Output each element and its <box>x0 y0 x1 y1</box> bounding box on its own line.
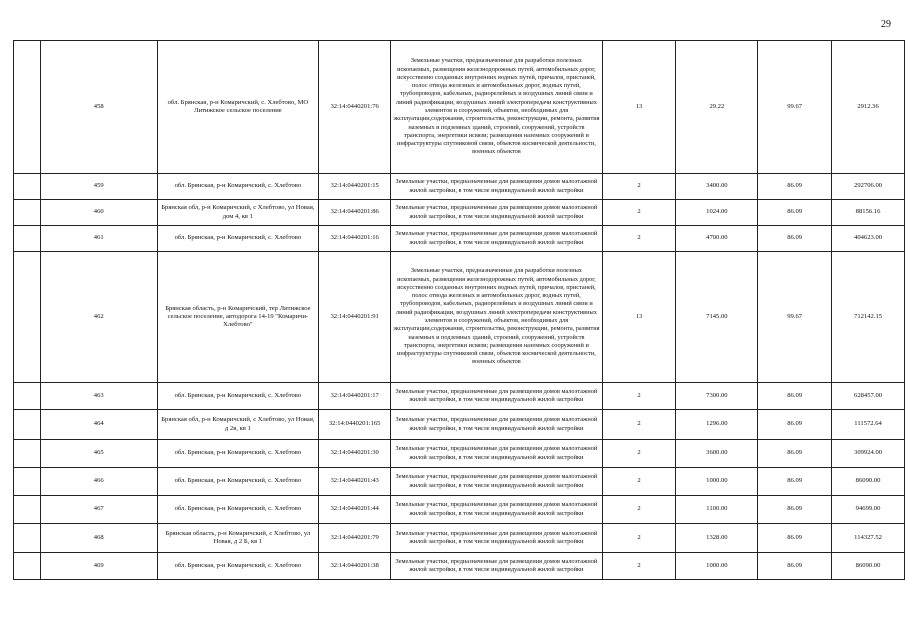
cadastral-number-cell: 32:14:0440201:79 <box>319 524 391 553</box>
row-number: 462 <box>40 252 157 383</box>
row-spacer-cell <box>14 553 41 580</box>
row-number: 468 <box>40 524 157 553</box>
area-cell: 7145.00 <box>676 252 758 383</box>
use-code-cell: 2 <box>602 468 676 496</box>
row-spacer-cell <box>14 496 41 524</box>
use-code-cell: 2 <box>602 440 676 468</box>
area-cell: 3400.00 <box>676 174 758 200</box>
table-row <box>14 200 905 226</box>
use-code-cell: 2 <box>602 226 676 252</box>
address-cell: Брянская обл, р-н Комаричский, с Хлебтово, ул Новая, д 2в, кв 1 <box>157 410 319 440</box>
row-number: 465 <box>40 440 157 468</box>
row-spacer-cell <box>14 410 41 440</box>
land-use-cell: Земельные участки, предназначенные для размещения домов малоэтажной жилой застройки, в том числе индивидуальной жилой застройки <box>391 383 603 410</box>
area-cell: 3600.00 <box>676 440 758 468</box>
cadastral-value-cell: 628457.00 <box>832 383 905 410</box>
table-row <box>14 496 905 524</box>
cadastral-value-cell: 2912.36 <box>832 41 905 174</box>
cadastral-number-cell: 32:14:0440201:16 <box>319 226 391 252</box>
row-number: 458 <box>40 41 157 174</box>
address-cell: обл. Брянская, р-н Комаричский, с. Хлебтово <box>157 440 319 468</box>
land-registry-table <box>13 40 905 580</box>
land-use-cell: Земельные участки, предназначенные для размещения домов малоэтажной жилой застройки, в том числе индивидуальной жилой застройки <box>391 226 603 252</box>
land-use-cell: Земельные участки, предназначенные для размещения домов малоэтажной жилой застройки, в том числе индивидуальной жилой застройки <box>391 468 603 496</box>
land-use-cell: Земельные участки, предназначенные для размещения домов малоэтажной жилой застройки, в том числе индивидуальной жилой застройки <box>391 524 603 553</box>
row-spacer-cell <box>14 174 41 200</box>
table-row <box>14 41 905 174</box>
area-cell: 1328.00 <box>676 524 758 553</box>
table-row <box>14 553 905 580</box>
land-use-cell: Земельные участки, предназначенные для размещения домов малоэтажной жилой застройки, в том числе индивидуальной жилой застройки <box>391 410 603 440</box>
table-row <box>14 524 905 553</box>
row-number: 461 <box>40 226 157 252</box>
area-cell: 1000.00 <box>676 553 758 580</box>
area-cell: 1296.00 <box>676 410 758 440</box>
cadastral-value-cell: 309924.00 <box>832 440 905 468</box>
area-cell: 1000.00 <box>676 468 758 496</box>
row-spacer-cell <box>14 226 41 252</box>
cadastral-value-cell: 86090.00 <box>832 553 905 580</box>
area-cell: 29.22 <box>676 41 758 174</box>
row-number: 466 <box>40 468 157 496</box>
area-cell: 1100.00 <box>676 496 758 524</box>
row-spacer-cell <box>14 252 41 383</box>
cadastral-value-cell: 88156.16 <box>832 200 905 226</box>
use-code-cell: 13 <box>602 41 676 174</box>
use-code-cell: 2 <box>602 383 676 410</box>
address-cell: Брянская область, р-н Комаричский, с Хлебтово, ул Новая, д 2 Б, кв 1 <box>157 524 319 553</box>
land-use-cell: Земельные участки, предназначенные для размещения домов малоэтажной жилой застройки, в том числе индивидуальной жилой застройки <box>391 440 603 468</box>
cadastral-number-cell: 32:14:0440201:165 <box>319 410 391 440</box>
table-row <box>14 410 905 440</box>
row-spacer-cell <box>14 41 41 174</box>
address-cell: обл. Брянская, р-н Комаричский, с. Хлебтово <box>157 468 319 496</box>
row-spacer-cell <box>14 440 41 468</box>
row-spacer-cell <box>14 524 41 553</box>
rate-cell: 86.09 <box>758 440 832 468</box>
area-cell: 1024.00 <box>676 200 758 226</box>
table-row <box>14 226 905 252</box>
cadastral-value-cell: 712142.15 <box>832 252 905 383</box>
table-row <box>14 383 905 410</box>
land-use-cell: Земельные участки, предназначенные для размещения домов малоэтажной жилой застройки, в том числе индивидуальной жилой застройки <box>391 174 603 200</box>
row-number: 460 <box>40 200 157 226</box>
cadastral-value-cell: 404623.00 <box>832 226 905 252</box>
use-code-cell: 2 <box>602 496 676 524</box>
address-cell: Брянская обл, р-н Комаричский, с Хлебтово, ул Новая, дом 4, кв 1 <box>157 200 319 226</box>
table-row <box>14 252 905 383</box>
address-cell: обл. Брянская, р-н Комаричский, с. Хлебтово <box>157 226 319 252</box>
row-spacer-cell <box>14 468 41 496</box>
cadastral-number-cell: 32:14:0440201:43 <box>319 468 391 496</box>
row-number: 464 <box>40 410 157 440</box>
use-code-cell: 2 <box>602 174 676 200</box>
cadastral-number-cell: 32:14:0440201:91 <box>319 252 391 383</box>
use-code-cell: 2 <box>602 410 676 440</box>
cadastral-number-cell: 32:14:0440201:86 <box>319 200 391 226</box>
address-cell: Брянская область, р-н Комаричский, тер Литижское сельское поселение, автодорога 14-19 "Комаричи-Хлебтово" <box>157 252 319 383</box>
cadastral-number-cell: 32:14:0440201:76 <box>319 41 391 174</box>
cadastral-value-cell: 86090.00 <box>832 468 905 496</box>
row-number: 463 <box>40 383 157 410</box>
cadastral-number-cell: 32:14:0440201:38 <box>319 553 391 580</box>
rate-cell: 86.09 <box>758 200 832 226</box>
cadastral-number-cell: 32:14:0440201:44 <box>319 496 391 524</box>
page-number: 29 <box>881 19 891 30</box>
row-number: 459 <box>40 174 157 200</box>
rate-cell: 86.09 <box>758 468 832 496</box>
land-use-cell: Земельные участки, предназначенные для разработки полезных ископаемых, размещения железнодорожных путей, автомобильных дорог, искусственно созданных внутренних водных путей, причалов, пристаней, полос отвода железных и автомобильных дорог, водных путей, трубопроводов, кабельных, радиорелейных и воздушных линий связи и линий радиофикации, воздушных линий электропередачи конструктивных элементов и сооружений, объектов, необходимых для эксплуатации,содержания, строительства, реконструкции, ремонта, развития наземных и подземных зданий, строений, сооружений, устройств транспорта, энергетики исвязи; размещения наземных сооружений и инфраструктуры спутниковой связи, объектов космической деятельности, военных объектов <box>391 41 603 174</box>
address-cell: обл. Брянская, р-н Комаричский, с. Хлебтово <box>157 174 319 200</box>
rate-cell: 86.09 <box>758 383 832 410</box>
land-use-cell: Земельные участки, предназначенные для размещения домов малоэтажной жилой застройки, в том числе индивидуальной жилой застройки <box>391 553 603 580</box>
rate-cell: 99.67 <box>758 252 832 383</box>
table-row <box>14 174 905 200</box>
address-cell: обл. Брянская, р-н Комаричский, с. Хлебтово, МО Литижское сельское поселение <box>157 41 319 174</box>
land-use-cell: Земельные участки, предназначенные для размещения домов малоэтажной жилой застройки, в том числе индивидуальной жилой застройки <box>391 496 603 524</box>
land-use-cell: Земельные участки, предназначенные для разработки полезных ископаемых, размещения железнодорожных путей, автомобильных дорог, искусственно созданных внутренних водных путей, причалов, пристаней, полос отвода железных и автомобильных дорог, водных путей, трубопроводов, кабельных, радиорелейных и воздушных линий связи и линий радиофикации, воздушных линий электропередачи конструктивных элементов и сооружений, объектов, необходимых для эксплуатации,содержания, строительства, реконструкции, ремонта, развития наземных и подземных зданий, строений, сооружений, устройств транспорта, энергетики исвязи; размещения наземных сооружений и инфраструктуры спутниковой связи, объектов космической деятельности, военных объектов <box>391 252 603 383</box>
cadastral-number-cell: 32:14:0440201:30 <box>319 440 391 468</box>
table-row <box>14 440 905 468</box>
rate-cell: 86.09 <box>758 524 832 553</box>
cadastral-value-cell: 292706.00 <box>832 174 905 200</box>
land-use-cell: Земельные участки, предназначенные для размещения домов малоэтажной жилой застройки, в том числе индивидуальной жилой застройки <box>391 200 603 226</box>
address-cell: обл. Брянская, р-н Комаричский, с. Хлебтово <box>157 383 319 410</box>
rate-cell: 86.09 <box>758 410 832 440</box>
rate-cell: 86.09 <box>758 174 832 200</box>
cadastral-value-cell: 111572.64 <box>832 410 905 440</box>
cadastral-number-cell: 32:14:0440201:15 <box>319 174 391 200</box>
address-cell: обл. Брянская, р-н Комаричский, с. Хлебтово <box>157 496 319 524</box>
row-number: 469 <box>40 553 157 580</box>
row-spacer-cell <box>14 383 41 410</box>
row-number: 467 <box>40 496 157 524</box>
rate-cell: 99.67 <box>758 41 832 174</box>
cadastral-value-cell: 114327.52 <box>832 524 905 553</box>
row-spacer-cell <box>14 200 41 226</box>
rate-cell: 86.09 <box>758 496 832 524</box>
table-row <box>14 468 905 496</box>
use-code-cell: 2 <box>602 524 676 553</box>
cadastral-value-cell: 94699.00 <box>832 496 905 524</box>
address-cell: обл. Брянская, р-н Комаричский, с. Хлебтово <box>157 553 319 580</box>
rate-cell: 86.09 <box>758 226 832 252</box>
area-cell: 4700.00 <box>676 226 758 252</box>
use-code-cell: 13 <box>602 252 676 383</box>
use-code-cell: 2 <box>602 553 676 580</box>
use-code-cell: 2 <box>602 200 676 226</box>
rate-cell: 86.09 <box>758 553 832 580</box>
cadastral-number-cell: 32:14:0440201:17 <box>319 383 391 410</box>
area-cell: 7300.00 <box>676 383 758 410</box>
